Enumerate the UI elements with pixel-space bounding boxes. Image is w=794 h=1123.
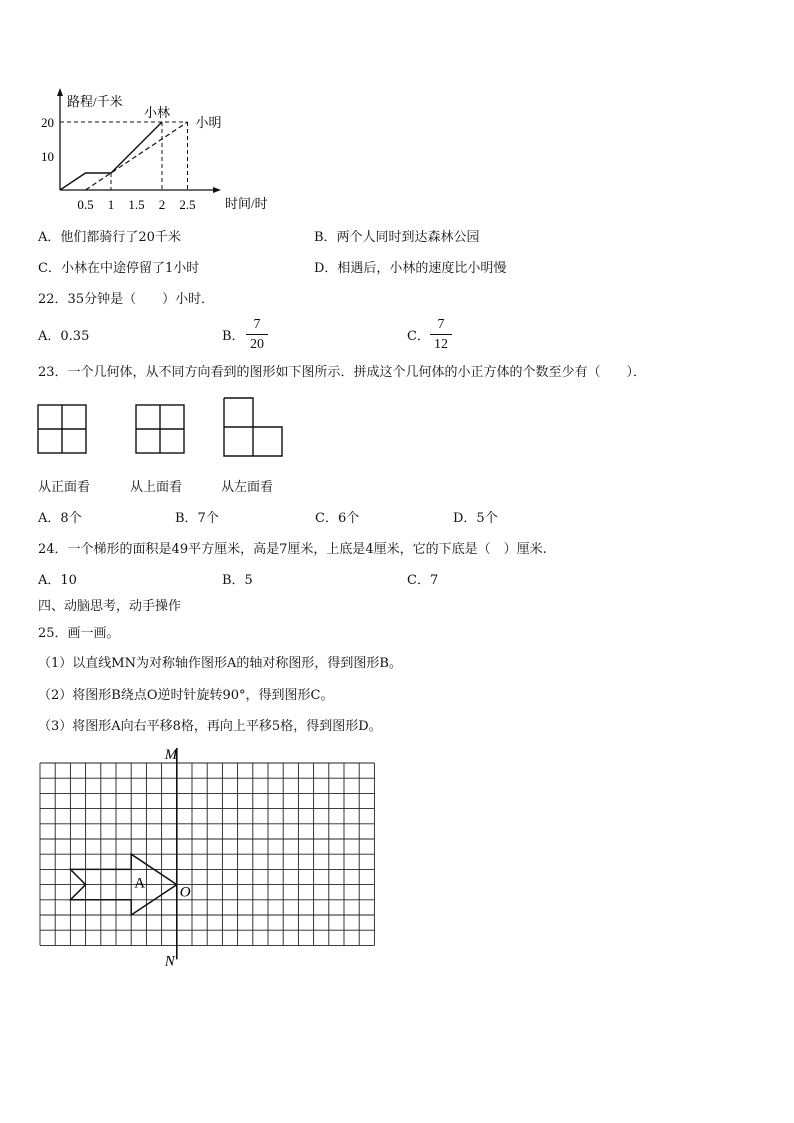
x-axis-label: 时间/时 [225, 196, 268, 211]
x-tick-label: 0.5 [77, 197, 94, 212]
q25-step-2: （2）将图形B绕点O逆时针旋转90°，得到图形C。 [38, 688, 334, 703]
distance-time-graph [35, 90, 275, 215]
y-axis-arrow [57, 88, 63, 96]
q25-stem: 25．画一画。 [38, 626, 120, 641]
q21-option-d: D．相遇后，小林的速度比小明慢 [314, 261, 507, 276]
x-tick-label: 2.5 [179, 197, 196, 212]
q24-option-b: B．5 [222, 573, 253, 588]
q24-option-a: A．10 [38, 573, 77, 588]
q22-option-c-label: C． [407, 329, 430, 344]
left-view-label: 从左面看 [221, 480, 274, 495]
q22-option-c-numerator: 7 [437, 317, 445, 332]
y-tick-label: 20 [41, 115, 54, 130]
q23-option-a: A．8个 [38, 511, 82, 526]
q23-option-c: C．6个 [315, 511, 360, 526]
x-axis-arrow [213, 187, 221, 193]
q22-option-b-numerator: 7 [253, 317, 261, 332]
q22-option-c-fraction [429, 317, 453, 353]
q21-option-a: A．他们都骑行了20千米 [38, 230, 181, 245]
q22-option-b-fraction [245, 317, 269, 353]
top-view-figure [135, 404, 187, 456]
label-o: O [179, 884, 191, 901]
q22-option-b-label: B． [222, 329, 245, 344]
y-tick-label: 10 [41, 149, 54, 164]
drawing-grid [35, 745, 385, 970]
xiaolin-label: 小林 [144, 105, 171, 120]
label-n: N [164, 953, 175, 970]
q25-step-3: （3）将图形A向右平移8格，再向上平移5格，得到图形D。 [38, 719, 382, 734]
q23-option-d: D．5个 [453, 511, 498, 526]
shape-a-label: A [134, 875, 146, 892]
q22-option-a: A．0.35 [38, 329, 90, 344]
x-tick-label: 1 [107, 197, 115, 212]
q24-option-c: C．7 [407, 573, 439, 588]
label-m: M [164, 747, 178, 763]
q21-option-c: C．小林在中途停留了1小时 [38, 261, 200, 276]
q21-option-b: B．两个人同时到达森林公园 [314, 230, 480, 245]
section-title: 四、动脑思考，动手操作 [38, 599, 182, 614]
front-view-label: 从正面看 [38, 480, 91, 495]
x-tick-label: 2 [158, 197, 166, 212]
y-axis-label: 路程/千米 [67, 94, 123, 109]
xiaoming-label: 小明 [195, 115, 222, 130]
q22-stem: 22．35分钟是（ ）小时． [38, 292, 215, 307]
q22-option-c-denominator: 12 [434, 337, 448, 352]
top-view-label: 从上面看 [130, 480, 183, 495]
q23-stem: 23．一个几何体，从不同方向看到的图形如下图所示．拼成这个几何体的小正方体的个数至少有（ ）． [38, 365, 647, 380]
q22-option-b-denominator: 20 [250, 337, 264, 352]
xiaoming-line [86, 122, 188, 190]
q24-stem: 24．一个梯形的面积是49平方厘米，高是7厘米，上底是4厘米，它的下底是（ ）厘米. [38, 542, 547, 557]
xiaolin-line [60, 122, 162, 190]
x-tick-label: 1.5 [128, 197, 145, 212]
left-view-figure [223, 397, 285, 459]
q25-step-1: （1）以直线MN为对称轴作图形A的轴对称图形，得到图形B。 [38, 656, 402, 671]
front-view-figure [37, 404, 89, 456]
q23-option-b: B．7个 [175, 511, 219, 526]
